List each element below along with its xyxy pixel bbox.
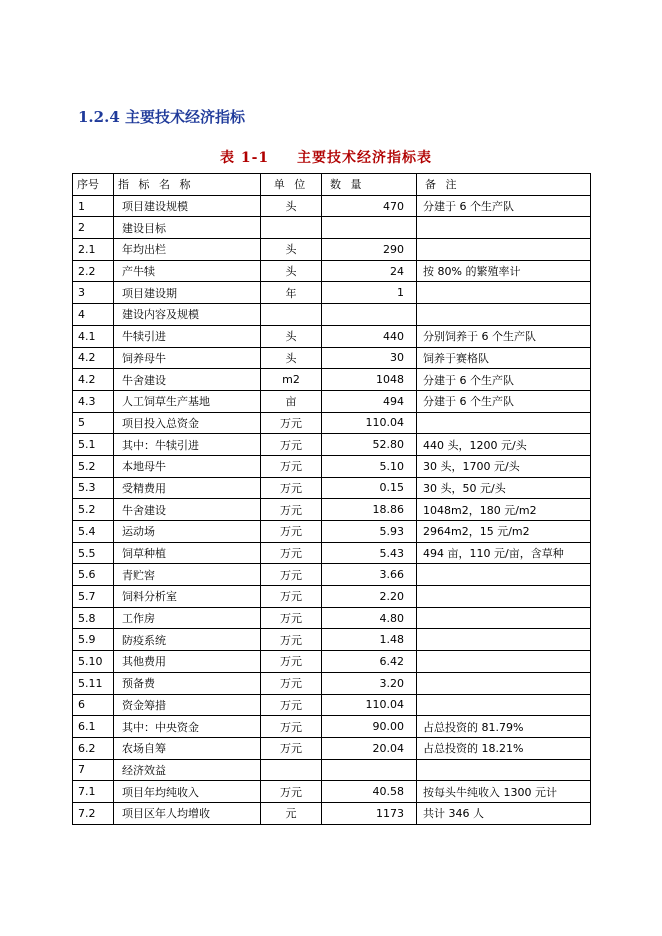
row-indicator: 牛犊引进 xyxy=(114,325,261,347)
table-row xyxy=(73,672,591,694)
row-indicator: 资金筹措 xyxy=(114,694,261,716)
header-quantity: 数 量 xyxy=(322,174,417,196)
header-seq: 序号 xyxy=(73,174,114,196)
table-row xyxy=(73,499,591,521)
row-quantity: 6.42 xyxy=(322,651,417,673)
row-note xyxy=(417,586,591,608)
row-seq: 4.2 xyxy=(73,369,114,391)
row-note xyxy=(417,564,591,586)
table-number: 表 1-1 xyxy=(220,150,270,166)
row-note xyxy=(417,607,591,629)
row-indicator: 饲养母牛 xyxy=(114,347,261,369)
row-indicator: 饲草种植 xyxy=(114,542,261,564)
row-quantity: 18.86 xyxy=(322,499,417,521)
row-unit: 万元 xyxy=(261,499,322,521)
row-quantity: 3.20 xyxy=(322,672,417,694)
table-row xyxy=(73,607,591,629)
row-note: 494 亩，110 元/亩，含草种 xyxy=(417,542,591,564)
row-unit: 万元 xyxy=(261,586,322,608)
row-indicator: 运动场 xyxy=(114,521,261,543)
row-note xyxy=(417,304,591,326)
row-note: 分建于 6 个生产队 xyxy=(417,390,591,412)
row-indicator: 其他费用 xyxy=(114,651,261,673)
row-unit: 万元 xyxy=(261,716,322,738)
row-unit: 万元 xyxy=(261,694,322,716)
row-quantity: 290 xyxy=(322,239,417,261)
row-indicator: 项目年均纯收入 xyxy=(114,781,261,803)
row-seq: 6.1 xyxy=(73,716,114,738)
row-seq: 7.2 xyxy=(73,802,114,824)
table-row xyxy=(73,455,591,477)
table-row xyxy=(73,521,591,543)
row-indicator: 项目区年人均增收 xyxy=(114,802,261,824)
table-row xyxy=(73,716,591,738)
row-note: 分别饲养于 6 个生产队 xyxy=(417,325,591,347)
row-unit: 万元 xyxy=(261,412,322,434)
row-unit: 万元 xyxy=(261,564,322,586)
row-note: 分建于 6 个生产队 xyxy=(417,369,591,391)
row-indicator: 农场自筹 xyxy=(114,737,261,759)
row-indicator: 青贮窖 xyxy=(114,564,261,586)
row-indicator: 其中：中央资金 xyxy=(114,716,261,738)
row-quantity: 110.04 xyxy=(322,694,417,716)
row-seq: 5.5 xyxy=(73,542,114,564)
row-seq: 3 xyxy=(73,282,114,304)
row-quantity xyxy=(322,304,417,326)
row-indicator: 经济效益 xyxy=(114,759,261,781)
table-row xyxy=(73,781,591,803)
row-quantity xyxy=(322,759,417,781)
row-note xyxy=(417,694,591,716)
table-row xyxy=(73,802,591,824)
row-quantity: 1.48 xyxy=(322,629,417,651)
table-row xyxy=(73,737,591,759)
row-seq: 2.1 xyxy=(73,239,114,261)
table-row xyxy=(73,694,591,716)
header-unit: 单 位 xyxy=(261,174,322,196)
row-quantity: 3.66 xyxy=(322,564,417,586)
row-quantity: 24 xyxy=(322,260,417,282)
row-unit: 亩 xyxy=(261,390,322,412)
row-quantity: 20.04 xyxy=(322,737,417,759)
row-quantity: 5.93 xyxy=(322,521,417,543)
row-indicator: 预备费 xyxy=(114,672,261,694)
row-unit: 万元 xyxy=(261,781,322,803)
table-row xyxy=(73,369,591,391)
row-seq: 5.1 xyxy=(73,434,114,456)
row-note: 1048m2，180 元/m2 xyxy=(417,499,591,521)
table-row xyxy=(73,759,591,781)
row-unit: 万元 xyxy=(261,629,322,651)
table-row xyxy=(73,195,591,217)
row-quantity: 110.04 xyxy=(322,412,417,434)
row-unit: 年 xyxy=(261,282,322,304)
row-seq: 5.4 xyxy=(73,521,114,543)
table-row xyxy=(73,239,591,261)
row-seq: 4.1 xyxy=(73,325,114,347)
row-seq: 5.11 xyxy=(73,672,114,694)
row-seq: 5.8 xyxy=(73,607,114,629)
row-note xyxy=(417,759,591,781)
row-note: 饲养于赛格队 xyxy=(417,347,591,369)
table-row xyxy=(73,629,591,651)
table-row xyxy=(73,412,591,434)
row-note: 30 头，50 元/头 xyxy=(417,477,591,499)
row-seq: 5.2 xyxy=(73,455,114,477)
row-seq: 6.2 xyxy=(73,737,114,759)
row-unit: 万元 xyxy=(261,607,322,629)
row-indicator: 防疫系统 xyxy=(114,629,261,651)
row-seq: 4 xyxy=(73,304,114,326)
row-quantity: 1048 xyxy=(322,369,417,391)
row-note: 2964m2，15 元/m2 xyxy=(417,521,591,543)
row-unit xyxy=(261,217,322,239)
row-quantity: 52.80 xyxy=(322,434,417,456)
row-indicator: 产牛犊 xyxy=(114,260,261,282)
row-indicator: 人工饲草生产基地 xyxy=(114,390,261,412)
row-seq: 5.9 xyxy=(73,629,114,651)
row-note xyxy=(417,651,591,673)
row-seq: 7.1 xyxy=(73,781,114,803)
table-row xyxy=(73,282,591,304)
row-seq: 1 xyxy=(73,195,114,217)
row-note xyxy=(417,217,591,239)
row-indicator: 工作房 xyxy=(114,607,261,629)
row-unit: 万元 xyxy=(261,477,322,499)
table-row xyxy=(73,390,591,412)
indicator-table xyxy=(72,173,591,825)
table-caption xyxy=(220,147,432,167)
row-note: 按每头牛纯收入 1300 元计 xyxy=(417,781,591,803)
row-indicator: 牛舍建设 xyxy=(114,369,261,391)
row-note xyxy=(417,412,591,434)
row-quantity: 5.43 xyxy=(322,542,417,564)
row-quantity: 440 xyxy=(322,325,417,347)
table-row xyxy=(73,651,591,673)
table-row xyxy=(73,434,591,456)
row-note: 440 头，1200 元/头 xyxy=(417,434,591,456)
row-indicator: 牛舍建设 xyxy=(114,499,261,521)
table-row xyxy=(73,477,591,499)
row-unit: 头 xyxy=(261,260,322,282)
row-seq: 5.7 xyxy=(73,586,114,608)
row-quantity: 90.00 xyxy=(322,716,417,738)
row-seq: 2 xyxy=(73,217,114,239)
row-seq: 5.3 xyxy=(73,477,114,499)
row-indicator: 项目建设规模 xyxy=(114,195,261,217)
row-quantity: 5.10 xyxy=(322,455,417,477)
row-quantity xyxy=(322,217,417,239)
row-unit xyxy=(261,304,322,326)
row-seq: 5.10 xyxy=(73,651,114,673)
table-row xyxy=(73,586,591,608)
table-row xyxy=(73,304,591,326)
table-row xyxy=(73,325,591,347)
row-seq: 4.2 xyxy=(73,347,114,369)
row-unit: 头 xyxy=(261,239,322,261)
row-unit: 万元 xyxy=(261,434,322,456)
row-quantity: 0.15 xyxy=(322,477,417,499)
row-unit: 万元 xyxy=(261,521,322,543)
table-row xyxy=(73,347,591,369)
row-quantity: 30 xyxy=(322,347,417,369)
row-indicator: 建设内容及规模 xyxy=(114,304,261,326)
row-note: 30 头，1700 元/头 xyxy=(417,455,591,477)
row-unit: 万元 xyxy=(261,542,322,564)
row-seq: 6 xyxy=(73,694,114,716)
row-unit: 头 xyxy=(261,195,322,217)
row-quantity: 470 xyxy=(322,195,417,217)
row-quantity: 4.80 xyxy=(322,607,417,629)
row-unit: 头 xyxy=(261,325,322,347)
table-header-row xyxy=(73,174,591,196)
row-note xyxy=(417,672,591,694)
row-unit: 万元 xyxy=(261,651,322,673)
row-quantity: 2.20 xyxy=(322,586,417,608)
header-indicator: 指 标 名 称 xyxy=(114,174,261,196)
header-note: 备 注 xyxy=(417,174,591,196)
row-unit: 头 xyxy=(261,347,322,369)
row-quantity: 494 xyxy=(322,390,417,412)
row-unit: 万元 xyxy=(261,672,322,694)
table-row xyxy=(73,260,591,282)
row-unit: 元 xyxy=(261,802,322,824)
row-quantity: 1173 xyxy=(322,802,417,824)
row-seq: 5 xyxy=(73,412,114,434)
table-row xyxy=(73,542,591,564)
table-row xyxy=(73,564,591,586)
section-title: 1.2.4 主要技术经济指标 xyxy=(78,108,245,126)
row-quantity: 1 xyxy=(322,282,417,304)
row-indicator: 其中：牛犊引进 xyxy=(114,434,261,456)
row-seq: 4.3 xyxy=(73,390,114,412)
row-indicator: 项目投入总资金 xyxy=(114,412,261,434)
table-row xyxy=(73,217,591,239)
row-note xyxy=(417,239,591,261)
row-seq: 5.6 xyxy=(73,564,114,586)
row-seq: 7 xyxy=(73,759,114,781)
row-note xyxy=(417,282,591,304)
row-note: 共计 346 人 xyxy=(417,802,591,824)
row-indicator: 年均出栏 xyxy=(114,239,261,261)
row-note: 占总投资的 81.79% xyxy=(417,716,591,738)
row-indicator: 饲料分析室 xyxy=(114,586,261,608)
row-seq: 5.2 xyxy=(73,499,114,521)
row-indicator: 受精费用 xyxy=(114,477,261,499)
row-note: 按 80% 的繁殖率计 xyxy=(417,260,591,282)
row-unit: m2 xyxy=(261,369,322,391)
row-note: 占总投资的 18.21% xyxy=(417,737,591,759)
row-note: 分建于 6 个生产队 xyxy=(417,195,591,217)
row-unit: 万元 xyxy=(261,455,322,477)
row-unit: 万元 xyxy=(261,737,322,759)
row-indicator: 项目建设期 xyxy=(114,282,261,304)
row-seq: 2.2 xyxy=(73,260,114,282)
row-indicator: 本地母牛 xyxy=(114,455,261,477)
row-indicator: 建设目标 xyxy=(114,217,261,239)
row-note xyxy=(417,629,591,651)
row-quantity: 40.58 xyxy=(322,781,417,803)
table-title: 主要技术经济指标表 xyxy=(297,150,433,166)
row-unit xyxy=(261,759,322,781)
